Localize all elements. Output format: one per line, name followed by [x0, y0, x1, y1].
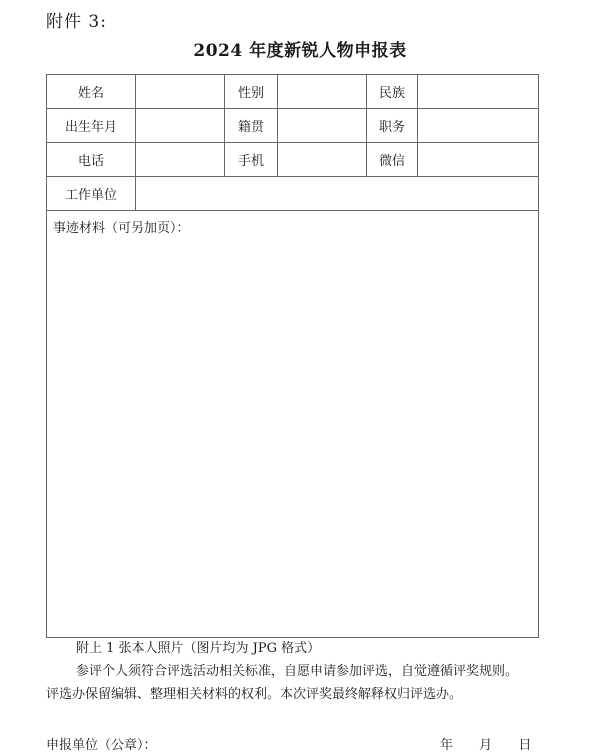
- applicant-unit-seal-label: 申报单位（公章）：: [46, 738, 157, 753]
- table-row: [47, 143, 539, 177]
- table-row: [47, 75, 539, 109]
- label-position: 职务: [367, 109, 418, 143]
- table-row: [47, 211, 539, 638]
- rules-line-1: 参评个人须符合评选活动相关标准，自愿申请参加评选，自觉遵循评奖规则。: [76, 664, 519, 679]
- label-gender: 性别: [225, 75, 278, 109]
- label-native-place: 籍贯: [225, 109, 278, 143]
- phone-field[interactable]: [136, 143, 225, 177]
- position-field[interactable]: [418, 109, 539, 143]
- year-label: 年: [440, 738, 454, 753]
- photo-note: 附上 1 张本人照片（图片均为 JPG 格式）: [76, 641, 321, 656]
- label-wechat: 微信: [367, 143, 418, 177]
- achievement-material-field[interactable]: [47, 211, 539, 638]
- mobile-field[interactable]: [278, 143, 367, 177]
- native-place-field[interactable]: [278, 109, 367, 143]
- label-name: 姓名: [47, 75, 136, 109]
- day-label: 日: [518, 738, 532, 753]
- label-ethnicity: 民族: [367, 75, 418, 109]
- birth-date-field[interactable]: [136, 109, 225, 143]
- wechat-field[interactable]: [418, 143, 539, 177]
- month-label: 月: [479, 738, 493, 753]
- attachment-label: 附件 3:: [46, 12, 107, 32]
- label-work-unit: 工作单位: [47, 177, 136, 211]
- label-achievement-material: 事迹材料（可另加页）：: [53, 221, 190, 236]
- gender-field[interactable]: [278, 75, 367, 109]
- table-row: [47, 109, 539, 143]
- date-line: [440, 734, 553, 753]
- application-form-table: [46, 74, 539, 638]
- ethnicity-field[interactable]: [418, 75, 539, 109]
- label-birth-date: 出生年月: [47, 109, 136, 143]
- table-row: [47, 177, 539, 211]
- name-field[interactable]: [136, 75, 225, 109]
- work-unit-field[interactable]: [136, 177, 539, 211]
- rules-paragraph: [46, 660, 546, 706]
- label-phone: 电话: [47, 143, 136, 177]
- form-title: 2024 年度新锐人物申报表: [193, 41, 407, 61]
- label-mobile: 手机: [225, 143, 278, 177]
- rules-line-2: 评选办保留编辑、整理相关材料的权利。本次评奖最终解释权归评选办。: [46, 687, 463, 702]
